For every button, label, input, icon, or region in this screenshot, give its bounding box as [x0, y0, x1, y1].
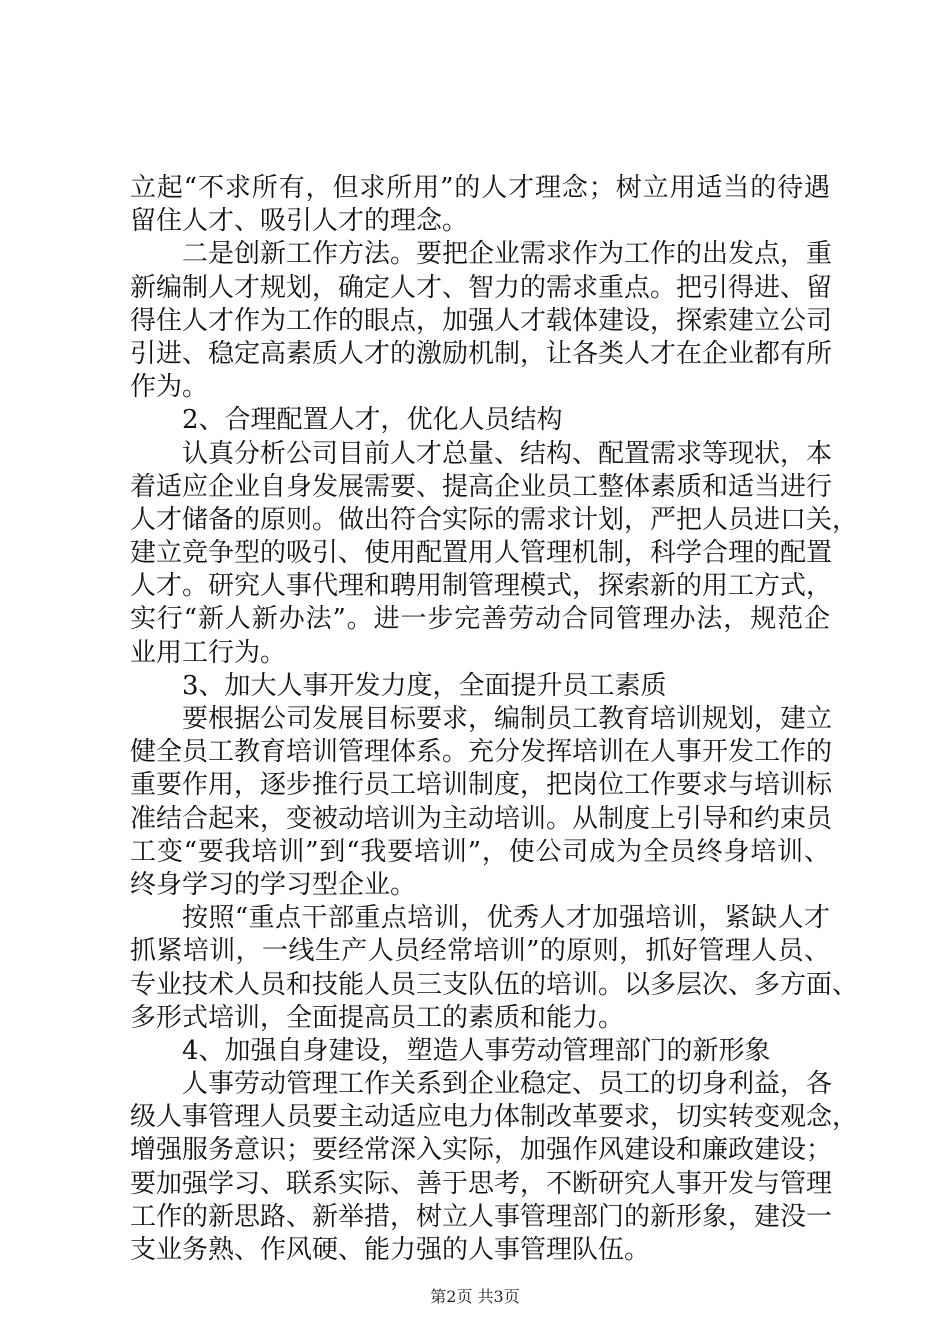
text-line: 4、加强自身建设，塑造人事劳动管理部门的新形象 [182, 1035, 771, 1066]
text-line: 工变“要我培训”到“我要培训”，使公司成为全员终身培训、 [130, 836, 830, 867]
text-line: 级人事管理人员要主动适应电力体制改革要求，切实转变观念， [130, 1102, 859, 1133]
document-body [130, 172, 859, 1267]
text-line: 着适应企业自身发展需要、提高企业员工整体素质和适当进行 [130, 471, 833, 502]
text-line: 抓紧培训，一线生产人员经常培训”的原则，抓好管理人员、 [130, 936, 830, 967]
text-line: 终身学习的学习型企业。 [130, 869, 417, 900]
text-line: 要加强学习、联系实际、善于思考，不断研究人事开发与管理 [130, 1168, 833, 1199]
text-line: 人才。研究人事代理和聘用制管理模式，探索新的用工方式， [130, 571, 833, 602]
text-line: 立起“不求所有，但求所用”的人才理念；树立用适当的待遇 [130, 173, 830, 203]
text-line: 作为。 [130, 372, 209, 403]
text-line: 专业技术人员和技能人员三支队伍的培训。以多层次、多方面、 [130, 969, 859, 1000]
text-line: 3、加大人事开发力度，全面提升员工素质 [182, 670, 667, 701]
text-line: 重要作用，逐步推行员工培训制度，把岗位工作要求与培训标 [130, 770, 833, 801]
text-line: 实行“新人新办法”。进一步完善劳动合同管理办法，规范企 [130, 604, 830, 635]
text-line: 增强服务意识；要经常深入实际，加强作风建设和廉政建设； [130, 1135, 833, 1166]
text-line: 2、合理配置人才，优化人员结构 [182, 405, 563, 436]
text-line: 按照“重点干部重点培训，优秀人才加强培训，紧缺人才 [182, 903, 830, 934]
text-line: 引进、稳定高素质人才的激励机制，让各类人才在企业都有所 [130, 338, 833, 369]
text-line: 得住人才作为工作的眼点，加强人才载体建设，探索建立公司 [130, 305, 833, 336]
text-line: 要根据公司发展目标要求，编制员工教育培训规划，建立 [182, 704, 833, 734]
text-line: 人事劳动管理工作关系到企业稳定、员工的切身利益，各 [182, 1069, 833, 1100]
text-line: 新编制人才规划，确定人才、智力的需求重点。把引得进、留 [130, 272, 833, 303]
text-line: 认真分析公司目前人才总量、结构、配置需求等现状，本 [182, 438, 833, 469]
text-line: 多形式培训，全面提高员工的素质和能力。 [130, 1002, 625, 1033]
text-line: 工作的新思路、新举措，树立人事管理部门的新形象，建没一 [130, 1201, 833, 1232]
text-line: 准结合起来，变被动培训为主动培训。从制度上引导和约束员 [130, 803, 833, 834]
text-line: 留住人才、吸引人才的理念。 [130, 206, 469, 237]
text-line: 健全员工教育培训管理体系。充分发挥培训在人事开发工作的 [130, 737, 833, 768]
text-line: 二是创新工作方法。要把企业需求作为工作的出发点，重 [182, 239, 833, 270]
text-line: 支业务熟、作风硬、能力强的人事管理队伍。 [130, 1235, 651, 1265]
text-line: 人才储备的原则。做出符合实际的需求计划，严把人员进口关， [130, 504, 859, 535]
text-line: 建立竞争型的吸引、使用配置用人管理机制，科学合理的配置 [130, 538, 833, 569]
page-footer: 第2页 共3页 [430, 1287, 520, 1306]
text-line: 业用工行为。 [130, 637, 287, 668]
